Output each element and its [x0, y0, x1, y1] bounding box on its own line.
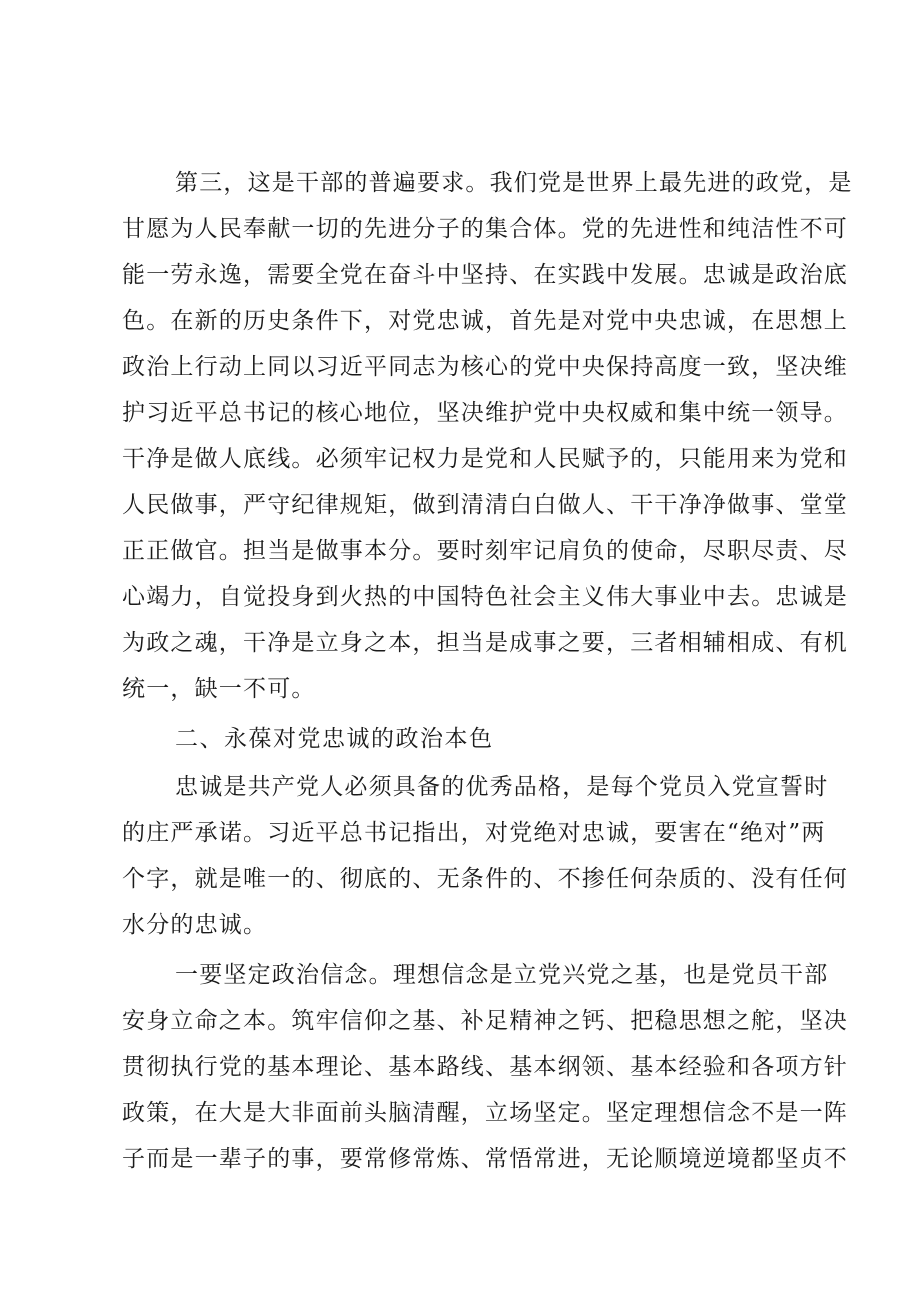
text-line: 正正做官。担当是做事本分。要时刻牢记肩负的使命，尽职尽责、尽: [122, 538, 848, 564]
text-line: 为政之魂，干净是立身之本，担当是成事之要，三者相辅相成、有机: [122, 630, 848, 656]
text-line: 忠诚是共产党人必须具备的优秀品格，是每个党员入党宣誓时: [175, 774, 829, 800]
text-line: 色。在新的历史条件下，对党忠诚，首先是对党中央忠诚，在思想上: [122, 308, 848, 334]
text-line: 人民做事，严守纪律规矩，做到清清白白做人、干干净净做事、堂堂: [122, 492, 848, 518]
text-line: 护习近平总书记的核心地位，坚决维护党中央权威和集中统一领导。: [122, 400, 848, 426]
text-line: 的庄严承诺。习近平总书记指出，对党绝对忠诚，要害在“绝对”两: [122, 820, 826, 846]
text-line: 心竭力，自觉投身到火热的中国特色社会主义伟大事业中去。忠诚是: [122, 584, 848, 610]
text-line: 能一劳永逸，需要全党在奋斗中坚持、在实践中发展。忠诚是政治底: [122, 262, 848, 288]
text-line: 安身立命之本。筑牢信仰之基、补足精神之钙、把稳思想之舵，坚决: [122, 1008, 848, 1034]
text-line: 统一，缺一不可。: [122, 676, 316, 702]
text-line: 干净是做人底线。必须牢记权力是党和人民赋予的，只能用来为党和: [122, 446, 848, 472]
text-line: 水分的忠诚。: [122, 912, 268, 938]
document-body: [122, 160, 853, 1182]
paragraph-cadre-requirements: [122, 160, 853, 712]
text-line: 政策，在大是大非面前头脑清醒，立场坚定。坚定理想信念不是一阵: [122, 1100, 848, 1126]
text-line: 甘愿为人民奉献一切的先进分子的集合体。党的先进性和纯洁性不可: [122, 216, 848, 242]
text-line: 个字，就是唯一的、彻底的、无条件的、不掺任何杂质的、没有任何: [122, 866, 848, 892]
text-line: 子而是一辈子的事，要常修常炼、常悟常进，无论顺境逆境都坚贞不: [122, 1146, 848, 1172]
paragraph-loyalty-definition: [122, 764, 848, 948]
paragraph-political-belief: [122, 952, 848, 1182]
section-heading: 二、永葆对党忠诚的政治本色: [175, 726, 494, 752]
text-line: 一要坚定政治信念。理想信念是立党兴党之基，也是党员干部: [175, 962, 829, 988]
text-line: 贯彻执行党的基本理论、基本路线、基本纲领、基本经验和各项方针: [122, 1054, 848, 1080]
text-line: 第三，这是干部的普遍要求。我们党是世界上最先进的政党，是: [175, 170, 853, 196]
text-line: 政治上行动上同以习近平同志为核心的党中央保持高度一致，坚决维: [122, 354, 848, 380]
